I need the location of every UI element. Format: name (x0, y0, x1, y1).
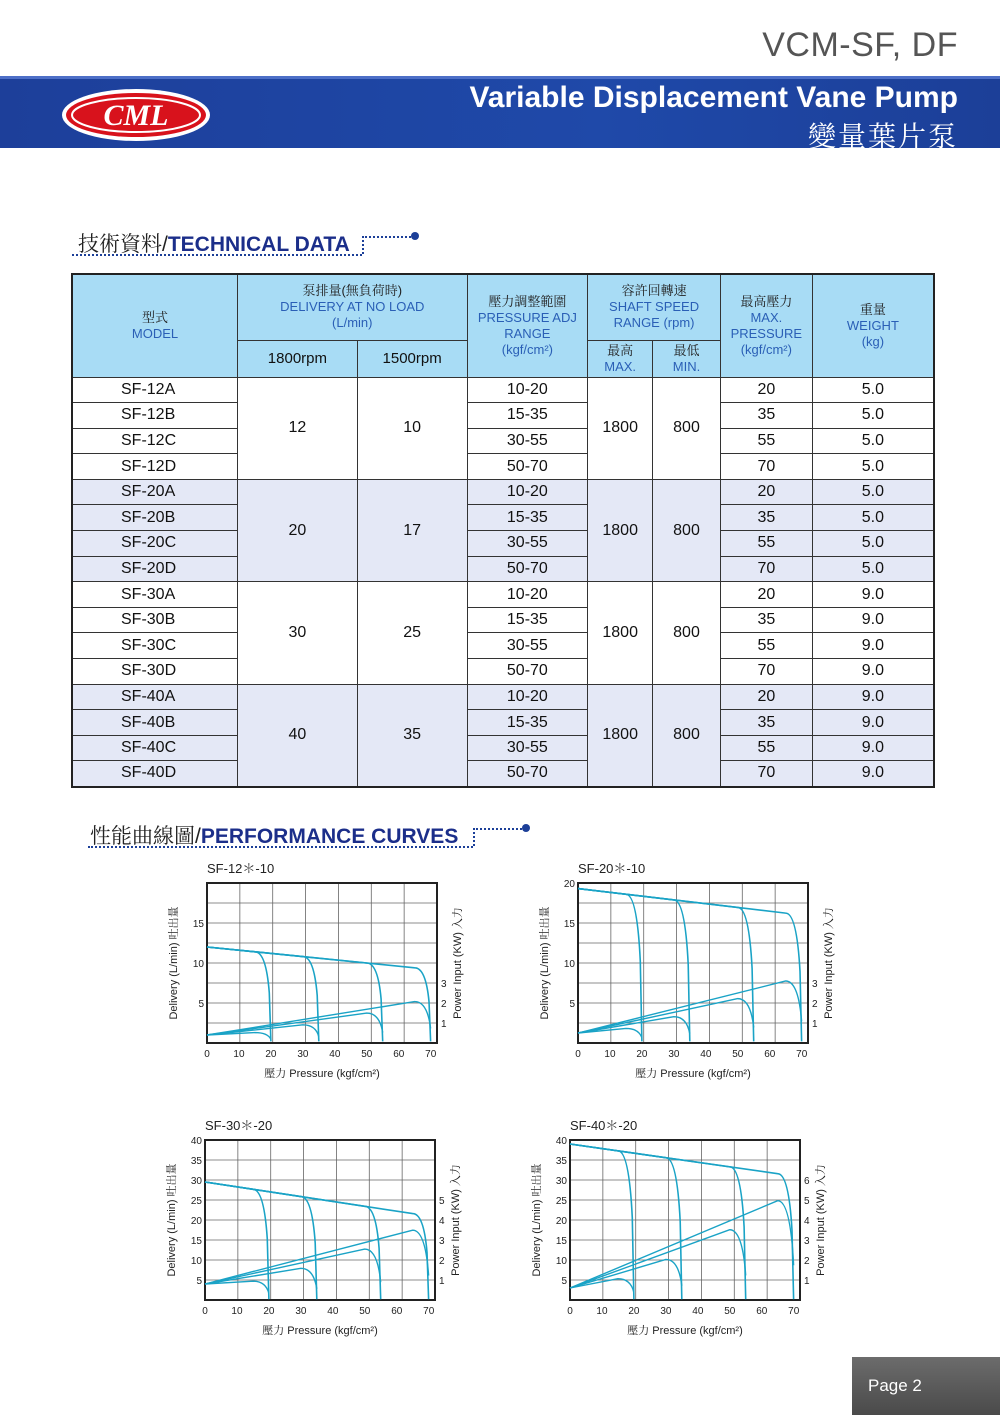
weight-cell: 5.0 (812, 403, 934, 429)
weight-cell: 5.0 (812, 454, 934, 480)
y2-tick-label: 4 (439, 1216, 445, 1227)
page-number: Page 2 (852, 1357, 1000, 1415)
section-hook (362, 236, 414, 254)
section-dot (411, 232, 419, 240)
weight-cell: 9.0 (812, 582, 934, 608)
y2-tick-label: 3 (804, 1236, 810, 1247)
performance-chart (162, 858, 492, 1093)
max-pressure-cell: 20 (720, 479, 812, 505)
delivery-1500-cell: 10 (357, 377, 467, 479)
max-pressure-cell: 55 (720, 735, 812, 761)
delivery-curve (578, 889, 642, 1042)
pressure-range-cell: 30-55 (467, 531, 588, 557)
x-tick-label: 20 (265, 1049, 277, 1060)
y-tick-label: 15 (190, 1236, 202, 1247)
chart-title: SF-12＊-10 (207, 861, 275, 876)
weight-cell: 9.0 (812, 607, 934, 633)
power-curve (578, 1028, 642, 1037)
x-tick-label: 50 (361, 1049, 373, 1060)
x-tick-label: 70 (796, 1049, 808, 1060)
model-cell: SF-12B (72, 403, 238, 429)
y-tick-label: 40 (190, 1136, 202, 1147)
speed-max-cell: 1800 (588, 684, 653, 786)
y2-tick-label: 2 (804, 1256, 810, 1267)
y-tick-label: 5 (561, 1276, 567, 1287)
pressure-range-cell: 15-35 (467, 505, 588, 531)
model-cell: SF-12D (72, 454, 238, 480)
y-tick-label: 25 (190, 1196, 202, 1207)
weight-cell: 9.0 (812, 735, 934, 761)
y2-tick-label: 3 (812, 979, 818, 990)
x-tick-label: 70 (788, 1306, 800, 1317)
pressure-range-cell: 10-20 (467, 582, 588, 608)
x-tick-label: 10 (231, 1306, 243, 1317)
x-tick-label: 60 (391, 1306, 403, 1317)
y-tick-label: 35 (190, 1156, 202, 1167)
pressure-range-header: 壓力調整範圍 PRESSURE ADJ RANGE (kgf/cm²) (467, 274, 588, 377)
table-row (72, 633, 934, 659)
delivery-curve (205, 1182, 381, 1299)
y2-axis-label: Power Input (KW) 入力 (450, 1164, 462, 1276)
delivery-1500-cell: 17 (357, 479, 467, 581)
y-tick-label: 10 (563, 959, 575, 970)
table-row (72, 684, 934, 710)
model-cell: SF-40A (72, 684, 238, 710)
y2-axis-label: Power Input (KW) 入力 (452, 907, 464, 1019)
y2-tick-label: 5 (439, 1196, 445, 1207)
x-tick-label: 50 (732, 1049, 744, 1060)
table-row (72, 582, 934, 608)
model-cell: SF-20D (72, 556, 238, 582)
speed-max-header: 最高 MAX. (588, 340, 653, 377)
table-row (72, 454, 934, 480)
max-pressure-cell: 55 (720, 531, 812, 557)
x-tick-label: 40 (692, 1306, 704, 1317)
table-row (72, 710, 934, 736)
table-row (72, 479, 934, 505)
max-pressure-cell: 70 (720, 454, 812, 480)
delivery-1800-cell: 12 (238, 377, 358, 479)
y2-tick-label: 5 (804, 1196, 810, 1207)
x-tick-label: 30 (660, 1306, 672, 1317)
max-pressure-cell: 20 (720, 377, 812, 403)
pressure-range-cell: 50-70 (467, 761, 588, 787)
delivery-curve (570, 1144, 682, 1299)
y-axis-label: Delivery (L/min) 吐出量 (539, 906, 551, 1020)
y2-tick-label: 4 (804, 1216, 810, 1227)
model-cell: SF-30D (72, 659, 238, 685)
weight-cell: 5.0 (812, 377, 934, 403)
speed-min-cell: 800 (653, 377, 721, 479)
origin-label: 0 (567, 1306, 573, 1317)
y-tick-label: 10 (555, 1256, 567, 1267)
x-tick-label: 20 (636, 1049, 648, 1060)
delivery-1800-cell: 20 (238, 479, 358, 581)
header-banner (0, 76, 1000, 152)
x-tick-label: 50 (359, 1306, 371, 1317)
max-pressure-cell: 70 (720, 761, 812, 787)
x-axis-label: 壓力 Pressure (kgf/cm²) (264, 1068, 380, 1080)
y2-tick-label: 1 (441, 1019, 447, 1030)
x-tick-label: 40 (329, 1049, 341, 1060)
table-row (72, 659, 934, 685)
pressure-range-cell: 15-35 (467, 710, 588, 736)
table-row (72, 531, 934, 557)
model-cell: SF-20A (72, 479, 238, 505)
x-tick-label: 20 (628, 1306, 640, 1317)
power-curve (205, 1249, 381, 1284)
chart-title: SF-40＊-20 (570, 1118, 638, 1133)
x-tick-label: 10 (604, 1049, 616, 1060)
x-tick-label: 70 (423, 1306, 435, 1317)
y-tick-label: 10 (190, 1256, 202, 1267)
delivery-1800-cell: 30 (238, 582, 358, 684)
y2-tick-label: 1 (439, 1276, 445, 1287)
table-row (72, 761, 934, 787)
pressure-range-cell: 30-55 (467, 633, 588, 659)
weight-header: 重量 WEIGHT (kg) (812, 274, 934, 377)
max-pressure-cell: 35 (720, 403, 812, 429)
y-tick-label: 30 (555, 1176, 567, 1187)
x-tick-label: 30 (295, 1306, 307, 1317)
section-underline (72, 254, 362, 256)
model-cell: SF-20B (72, 505, 238, 531)
x-axis-label: 壓力 Pressure (kgf/cm²) (262, 1325, 378, 1337)
chart-plot (525, 1115, 855, 1350)
x-tick-label: 30 (297, 1049, 309, 1060)
pressure-range-cell: 15-35 (467, 607, 588, 633)
x-tick-label: 10 (233, 1049, 245, 1060)
max-pressure-cell: 55 (720, 633, 812, 659)
performance-chart (160, 1115, 490, 1350)
weight-cell: 9.0 (812, 710, 934, 736)
max-pressure-cell: 70 (720, 659, 812, 685)
y-tick-label: 15 (563, 919, 575, 930)
weight-cell: 5.0 (812, 531, 934, 557)
weight-cell: 5.0 (812, 556, 934, 582)
max-pressure-cell: 20 (720, 684, 812, 710)
x-tick-label: 30 (668, 1049, 680, 1060)
y-tick-label: 5 (198, 999, 204, 1010)
product-title-zh: 變量葉片泵 (807, 121, 958, 152)
rpm-1500-header: 1500rpm (357, 340, 467, 377)
y2-tick-label: 2 (439, 1256, 445, 1267)
rpm-1800-header: 1800rpm (238, 340, 358, 377)
y2-axis-label: Power Input (KW) 入力 (823, 907, 835, 1019)
x-tick-label: 10 (596, 1306, 608, 1317)
y-tick-label: 30 (190, 1176, 202, 1187)
table-row (72, 505, 934, 531)
document-code: VCM-SF, DF (762, 26, 958, 64)
speed-min-cell: 800 (653, 582, 721, 684)
delivery-1500-cell: 35 (357, 684, 467, 786)
y-axis-label: Delivery (L/min) 吐出量 (531, 1163, 543, 1277)
weight-cell: 5.0 (812, 479, 934, 505)
delivery-header: 泵排量(無負荷時) DELIVERY AT NO LOAD (L/min) (238, 274, 467, 340)
y-tick-label: 40 (555, 1136, 567, 1147)
pressure-range-cell: 15-35 (467, 403, 588, 429)
y-axis-label: Delivery (L/min) 吐出量 (166, 1163, 178, 1277)
max-pressure-cell: 35 (720, 607, 812, 633)
y-tick-label: 20 (555, 1216, 567, 1227)
origin-label: 0 (204, 1049, 210, 1060)
y2-tick-label: 1 (804, 1276, 810, 1287)
delivery-1500-cell: 25 (357, 582, 467, 684)
y2-tick-label: 1 (812, 1019, 818, 1030)
x-tick-label: 20 (263, 1306, 275, 1317)
weight-cell: 5.0 (812, 505, 934, 531)
pressure-range-cell: 30-55 (467, 428, 588, 454)
x-tick-label: 70 (425, 1049, 437, 1060)
y-tick-label: 10 (192, 959, 204, 970)
delivery-curve (570, 1144, 746, 1299)
pressure-range-cell: 10-20 (467, 684, 588, 710)
x-tick-label: 40 (700, 1049, 712, 1060)
power-curve (570, 1230, 746, 1288)
max-pressure-cell: 35 (720, 710, 812, 736)
speed-min-cell: 800 (653, 684, 721, 786)
y2-tick-label: 6 (804, 1176, 810, 1187)
model-cell: SF-30C (72, 633, 238, 659)
pressure-range-cell: 10-20 (467, 377, 588, 403)
chart-title: SF-20＊-10 (578, 861, 646, 876)
speed-min-cell: 800 (653, 479, 721, 581)
power-curve (578, 999, 754, 1033)
y-tick-label: 5 (196, 1276, 202, 1287)
max-pressure-cell: 35 (720, 505, 812, 531)
x-tick-label: 60 (756, 1306, 768, 1317)
power-curve (207, 1013, 383, 1035)
model-cell: SF-40D (72, 761, 238, 787)
x-tick-label: 40 (327, 1306, 339, 1317)
chart-plot (162, 858, 492, 1093)
weight-cell: 9.0 (812, 633, 934, 659)
pressure-range-cell: 10-20 (467, 479, 588, 505)
technical-data-body (72, 377, 934, 787)
x-axis-label: 壓力 Pressure (kgf/cm²) (627, 1325, 743, 1337)
y2-tick-label: 2 (812, 999, 818, 1010)
y-tick-label: 5 (569, 999, 575, 1010)
pressure-range-cell: 50-70 (467, 659, 588, 685)
table-row (72, 403, 934, 429)
table-row (72, 428, 934, 454)
shaft-speed-header: 容許回轉速 SHAFT SPEED RANGE (rpm) (588, 274, 721, 340)
technical-data-table (71, 273, 935, 788)
model-cell: SF-30A (72, 582, 238, 608)
cml-logo (60, 87, 212, 143)
section-underline (88, 846, 473, 848)
table-row (72, 607, 934, 633)
chart-plot (160, 1115, 490, 1350)
weight-cell: 9.0 (812, 659, 934, 685)
weight-cell: 9.0 (812, 761, 934, 787)
y-tick-label: 20 (563, 879, 575, 890)
x-axis-label: 壓力 Pressure (kgf/cm²) (635, 1068, 751, 1080)
product-title: Variable Displacement Vane Pump (469, 81, 958, 114)
model-header: 型式 MODEL (72, 274, 238, 377)
section-hook (473, 828, 525, 846)
speed-min-header: 最低 MIN. (653, 340, 721, 377)
y2-axis-label: Power Input (KW) 入力 (815, 1164, 827, 1276)
y-axis-label: Delivery (L/min) 吐出量 (168, 906, 180, 1020)
max-pressure-cell: 55 (720, 428, 812, 454)
speed-max-cell: 1800 (588, 377, 653, 479)
x-tick-label: 60 (393, 1049, 405, 1060)
technical-data-title: 技術資料/TECHNICAL DATA (78, 233, 350, 256)
x-tick-label: 50 (724, 1306, 736, 1317)
origin-label: 0 (575, 1049, 581, 1060)
max-pressure-cell: 70 (720, 556, 812, 582)
origin-label: 0 (202, 1306, 208, 1317)
y-tick-label: 35 (555, 1156, 567, 1167)
speed-max-cell: 1800 (588, 479, 653, 581)
performance-curves-title: 性能曲線圖/PERFORMANCE CURVES (90, 825, 459, 848)
chart-plot (533, 858, 863, 1093)
model-cell: SF-40C (72, 735, 238, 761)
performance-chart (525, 1115, 855, 1350)
model-cell: SF-12A (72, 377, 238, 403)
pressure-range-cell: 30-55 (467, 735, 588, 761)
delivery-1800-cell: 40 (238, 684, 358, 786)
pressure-range-cell: 50-70 (467, 556, 588, 582)
performance-chart (533, 858, 863, 1093)
weight-cell: 5.0 (812, 428, 934, 454)
max-pressure-cell: 20 (720, 582, 812, 608)
model-cell: SF-20C (72, 531, 238, 557)
y2-tick-label: 3 (439, 1236, 445, 1247)
y2-tick-label: 2 (441, 999, 447, 1010)
y-tick-label: 15 (555, 1236, 567, 1247)
table-row (72, 735, 934, 761)
max-pressure-header: 最高壓力 MAX. PRESSURE (kgf/cm²) (720, 274, 812, 377)
model-cell: SF-12C (72, 428, 238, 454)
chart-title: SF-30＊-20 (205, 1118, 273, 1133)
y-tick-label: 15 (192, 919, 204, 930)
y2-tick-label: 3 (441, 979, 447, 990)
weight-cell: 9.0 (812, 684, 934, 710)
model-cell: SF-30B (72, 607, 238, 633)
x-tick-label: 60 (764, 1049, 776, 1060)
table-row (72, 377, 934, 403)
section-dot (522, 824, 530, 832)
y-tick-label: 25 (555, 1196, 567, 1207)
table-row (72, 556, 934, 582)
speed-max-cell: 1800 (588, 582, 653, 684)
y-tick-label: 20 (190, 1216, 202, 1227)
svg-text:CML: CML (103, 99, 169, 132)
pressure-range-cell: 50-70 (467, 454, 588, 480)
model-cell: SF-40B (72, 710, 238, 736)
